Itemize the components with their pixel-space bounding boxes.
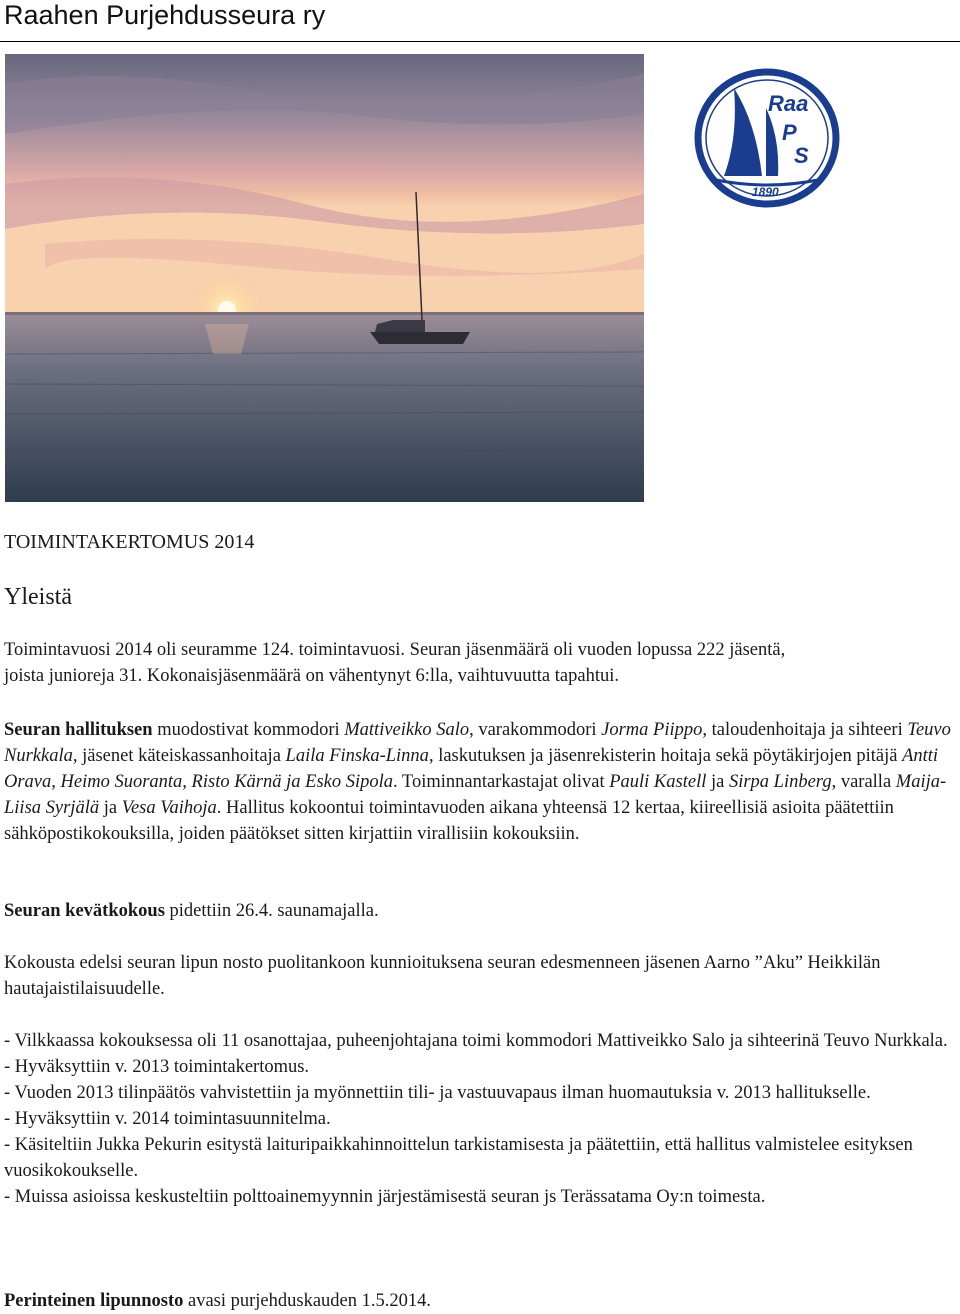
svg-text:Raa: Raa bbox=[768, 91, 809, 116]
header-divider bbox=[0, 41, 960, 42]
section-heading-general: Yleistä bbox=[4, 584, 72, 610]
paragraph-spring-meeting: Seuran kevätkokous pidettiin 26.4. saunamajalla. bbox=[4, 901, 379, 921]
report-title: TOIMINTAKERTOMUS 2014 bbox=[4, 531, 255, 553]
list-item: - Hyväksyttiin v. 2014 toimintasuunnitelma. bbox=[4, 1109, 331, 1129]
list-item: - Muissa asioissa keskusteltiin polttoainemyynnin järjestämisestä seuran js Terässatama Oy:n toimesta. bbox=[4, 1187, 766, 1207]
sunset-sailboat-photo bbox=[5, 54, 644, 502]
svg-text:P: P bbox=[782, 120, 797, 145]
svg-text:1890: 1890 bbox=[752, 185, 779, 199]
paragraph-flag-raising: Kokousta edelsi seuran lipun nosto puolitankoon kunnioituksena seuran edesmenneen jäsenen Aarno ”Aku” Heikkilän hautajaistilaisuudelle. bbox=[4, 953, 881, 999]
paragraph-board: Seuran hallituksen muodostivat kommodori Mattiveikko Salo, varakommodori Jorma Piippo, taloudenhoitaja ja sihteeri Teuvo Nurkkala, jäsenet käteiskassanhoitaja Laila Finska-Linna, laskutuksen ja jäsenrekisterin hoitaja sekä pöytäkirjojen pitäjä Antti Orava, Heimo Suoranta, Risto Kärnä ja Esko Sipola. Toiminnantarkastajat olivat Pauli Kastell ja Sirpa Linberg, varalla Maija-Liisa Syrjälä ja Vesa Vaihoja. Hallitus kokoontui toimintavuoden aikana yhteensä 12 kertaa, kiireellisiä asioita päätettiin sähköpostikokouksilla, joiden päätökset sitten kirjattiin virallisiin kokouksiin. bbox=[4, 720, 951, 844]
page-title: Raahen Purjehdusseura ry bbox=[4, 0, 326, 30]
list-item: - Vuoden 2013 tilinpäätös vahvistettiin ja myönnettiin tili- ja vastuuvapaus ilman huomautuksia v. 2013 hallitukselle. bbox=[4, 1083, 871, 1103]
list-item: - Vilkkaassa kokouksessa oli 11 osanottajaa, puheenjohtajana toimi kommodori Mattiveikko Salo ja sihteerinä Teuvo Nurkkala. bbox=[4, 1031, 948, 1051]
paragraph-membership: Toimintavuosi 2014 oli seuramme 124. toimintavuosi. Seuran jäsenmäärä oli vuoden lopussa 222 jäsentä, joista junioreja 31. Kokonaisjäsenmäärä on vähentynyt 6:lla, vaihtuvuutta tapahtui. bbox=[4, 640, 786, 686]
meeting-decisions-list bbox=[4, 1028, 956, 1210]
club-logo bbox=[694, 68, 840, 208]
paragraph-season-opening: Perinteinen lipunnosto avasi purjehduskauden 1.5.2014. bbox=[4, 1291, 432, 1311]
svg-text:S: S bbox=[794, 143, 809, 168]
list-item: - Käsiteltiin Jukka Pekurin esitystä laituripaikkahinnoittelun tarkistamisesta ja päätettiin, että hallitus valmistelee esityksen vuosikokoukselle. bbox=[4, 1135, 913, 1181]
list-item: - Hyväksyttiin v. 2013 toimintakertomus. bbox=[4, 1057, 310, 1077]
